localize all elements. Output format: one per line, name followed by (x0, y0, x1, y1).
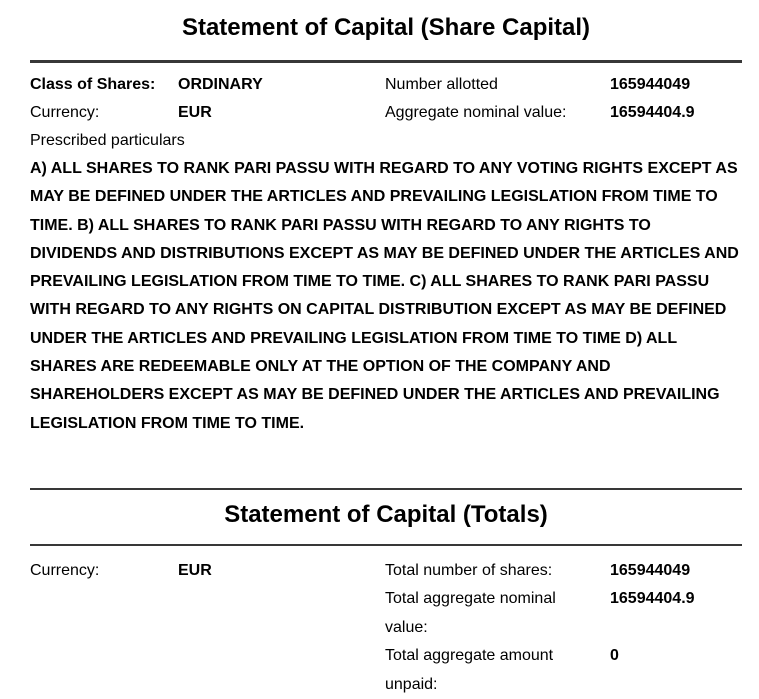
spacer-cell (178, 642, 385, 699)
spacer-cell (30, 642, 178, 699)
field-value-currency: EUR (178, 104, 212, 121)
share-capital-section (30, 15, 742, 438)
field-value-total-aggregate-nominal-value: 16594404.9 (610, 590, 695, 608)
field-value-aggregate-nominal-value: 16594404.9 (610, 104, 695, 121)
totals-title: Statement of Capital (Totals) (224, 500, 548, 528)
spacer-cell (178, 585, 385, 642)
field-label-totals-currency: Currency: (30, 561, 100, 579)
field-value-total-aggregate-amount-unpaid: 0 (610, 647, 619, 665)
field-label-aggregate-nominal-value: Aggregate nominal value: (385, 104, 567, 121)
share-capital-title: Statement of Capital (Share Capital) (181, 14, 591, 41)
field-value-number-allotted: 165944049 (610, 76, 691, 93)
prescribed-particulars-text: A) ALL SHARES TO RANK PARI PASSU WITH REGARD TO ANY VOTING RIGHTS EXCEPT AS MAY BE DEFINED UNDER THE ARTICLES AND PREVAILING LEGISLATION FROM TIME TO TIME. B) ALL SHARES TO RANK PARI PASSU WITH REGARD TO ANY RIGHTS TO DIVIDENDS AND DISTRIBUTIONS EXCEPT AS MAY BE DEFINED UNDER THE ARTICLES AND PREVAILING LEGISLATION FROM TIME TO TIME. C) ALL SHARES TO RANK PARI PASSU WITH REGARD TO ANY RIGHTS ON CAPITAL DISTRIBUTION EXCEPT AS MAY BE DEFINED UNDER THE ARTICLES AND PREVAILING LEGISLATION FROM TIME TO TIME D) ALL SHARES ARE REDEEMABLE ONLY AT THE OPTION OF THE COMPANY AND SHAREHOLDERS EXCEPT AS MAY BE DEFINED UNDER THE ARTICLES AND PREVAILING LEGISLATION FROM TIME TO TIME. (30, 160, 739, 432)
totals-fields (30, 546, 742, 699)
spacer-cell (30, 585, 178, 642)
field-value-totals-currency: EUR (178, 561, 212, 579)
divider (30, 488, 742, 490)
field-label-number-allotted: Number allotted (385, 76, 498, 93)
field-label-total-aggregate-amount-unpaid: Total aggregate amount unpaid: (385, 647, 554, 693)
field-value-total-number-of-shares: 165944049 (610, 561, 691, 579)
field-value-class-of-shares: ORDINARY (178, 76, 263, 93)
field-label-currency: Currency: (30, 104, 100, 121)
field-label-class-of-shares: Class of Shares: (30, 76, 156, 93)
field-label-total-number-of-shares: Total number of shares: (385, 561, 553, 579)
prescribed-particulars-label: Prescribed particulars (30, 132, 185, 149)
share-capital-fields (30, 63, 742, 127)
field-label-total-aggregate-nominal-value: Total aggregate nominal value: (385, 590, 556, 636)
totals-section (30, 488, 742, 699)
